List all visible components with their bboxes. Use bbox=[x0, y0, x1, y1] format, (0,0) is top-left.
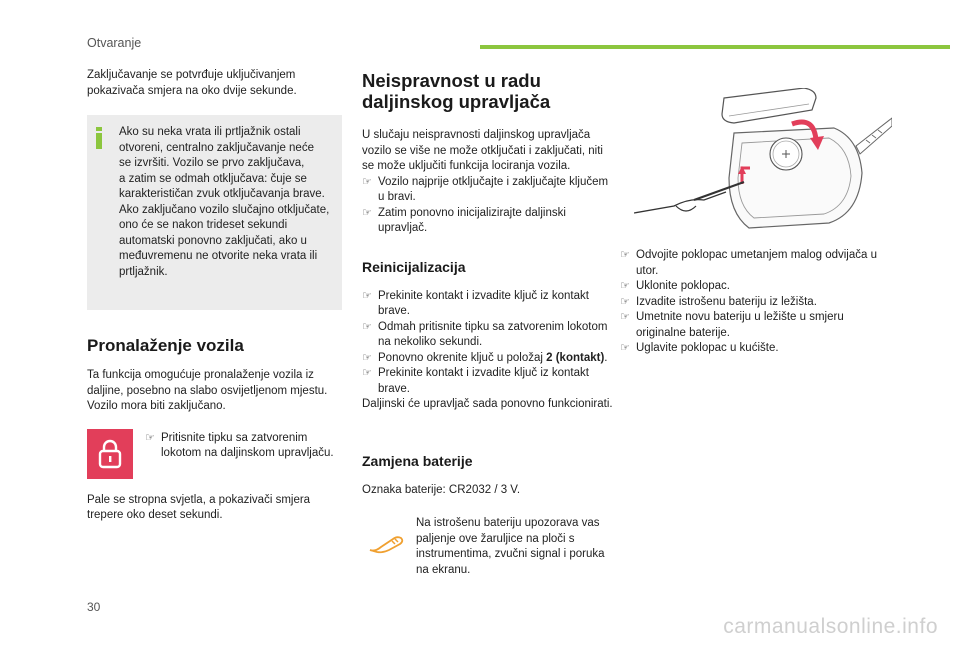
reinit-title: Reinicijalizacija bbox=[362, 258, 466, 275]
watermark: carmanualsonline.info bbox=[723, 615, 938, 638]
battery-type: Oznaka baterije: CR2032 / 3 V. bbox=[362, 483, 521, 496]
arrow-bullet-icon: ☞ bbox=[362, 206, 372, 219]
arrow-bullet-icon: ☞ bbox=[362, 320, 372, 333]
arrow-bullet-icon: ☞ bbox=[620, 295, 630, 308]
list-item: ☞ Uglavite poklopac u kućište. bbox=[620, 341, 880, 357]
battery-steps bbox=[620, 248, 880, 357]
remote-fault-intro: U slučaju neispravnosti daljinskog upravljača vozilo se više ne može otključati i zaključati, niti se može uključiti funkcija lociranja vozila. bbox=[362, 129, 603, 172]
battery-warning-row bbox=[362, 516, 617, 578]
remote-fault-steps bbox=[362, 175, 617, 237]
list-item: ☞ Izvadite istrošenu bateriju iz ležišta. bbox=[620, 295, 880, 311]
arrow-bullet-icon: ☞ bbox=[145, 431, 155, 444]
section-accent-bar bbox=[480, 45, 950, 49]
column-middle bbox=[362, 70, 617, 578]
page-number: 30 bbox=[87, 600, 101, 614]
list-item: ☞ Uklonite poklopac. bbox=[620, 279, 880, 295]
list-item: ☞ Pritisnite tipku sa zatvorenim lokotom na daljinskom upravljaču. bbox=[145, 431, 334, 459]
info-icon bbox=[96, 127, 102, 149]
key-battery-illustration bbox=[634, 88, 892, 243]
list-item: ☞ Umetnite novu bateriju u ležište u smjeru originalne baterije. bbox=[620, 311, 844, 339]
arrow-bullet-icon: ☞ bbox=[620, 342, 630, 354]
reinit-result: Daljinski će upravljač sada ponovno funkcionirati. bbox=[362, 398, 613, 410]
column-left bbox=[87, 68, 342, 524]
arrow-bullet-icon: ☞ bbox=[620, 311, 630, 323]
locate-vehicle-title: Pronalaženje vozila bbox=[87, 336, 244, 355]
list-item: ☞ Odvojite poklopac umetanjem malog odvijača u utor. bbox=[620, 249, 877, 277]
section-title: Otvaranje bbox=[87, 36, 142, 50]
arrow-bullet-icon: ☞ bbox=[620, 249, 630, 261]
key-battery-warning-icon bbox=[362, 524, 412, 564]
locate-step-row bbox=[87, 429, 342, 479]
arrow-bullet-icon: ☞ bbox=[362, 175, 372, 188]
battery-warning-text: Na istrošenu bateriju upozorava vas paljenje ove žaruljice na ploči s instrumentima, zvučni signal i poruka na ekranu. bbox=[416, 517, 605, 576]
note-text: Ako su neka vrata ili prtljažnik ostali otvoreni, centralno zaključavanje neće se izvršiti. Vozilo se prvo zaključava, a zatim se odmah otključava: čuje se karakterističan zvuk otključavanja brave. Ako zaključano vozilo slučajno otključate, ono će se nakon trideset sekundi automatski ponovno zaključati, ako u međuvremenu ne otvorite neka vrata ili prtljažnik. bbox=[119, 126, 330, 278]
list-item: ☞ Ponovno okrenite ključ u položaj 2 (kontakt). bbox=[362, 351, 617, 367]
list-item: ☞ Prekinite kontakt i izvadite ključ iz kontakt brave. bbox=[362, 289, 589, 317]
locate-vehicle-desc: Ta funkcija omogućuje pronalaženje vozila iz daljine, posebno na slabo osvijetljenom mjestu. Vozilo mora biti zaključano. bbox=[87, 369, 328, 412]
note-box bbox=[87, 115, 342, 310]
padlock-icon bbox=[87, 429, 133, 479]
arrow-bullet-icon: ☞ bbox=[620, 280, 630, 292]
list-item: ☞ Zatim ponovno inicijalizirajte daljinski upravljač. bbox=[362, 206, 566, 234]
arrow-bullet-icon: ☞ bbox=[362, 289, 372, 302]
locate-result-text: Pale se stropna svjetla, a pokazivači smjera trepere oko deset sekundi. bbox=[87, 493, 311, 521]
list-item: ☞ Prekinite kontakt i izvadite ključ iz kontakt brave. bbox=[362, 367, 589, 395]
arrow-bullet-icon: ☞ bbox=[362, 367, 372, 379]
battery-title: Zamjena baterije bbox=[362, 452, 473, 469]
list-item: ☞ Odmah pritisnite tipku sa zatvorenim lokotom na nekoliko sekundi. bbox=[362, 320, 608, 348]
arrow-bullet-icon: ☞ bbox=[362, 351, 372, 364]
remote-fault-title: Neispravnost u radu daljinskog upravljača bbox=[362, 70, 551, 112]
reinit-steps bbox=[362, 289, 617, 398]
list-item: ☞ Vozilo najprije otključajte i zaključajte ključem u bravi. bbox=[362, 175, 609, 203]
lock-confirm-text: Zaključavanje se potvrđuje uključivanjem pokazivača smjera na oko dvije sekunde. bbox=[87, 69, 297, 97]
column-right bbox=[620, 248, 880, 357]
